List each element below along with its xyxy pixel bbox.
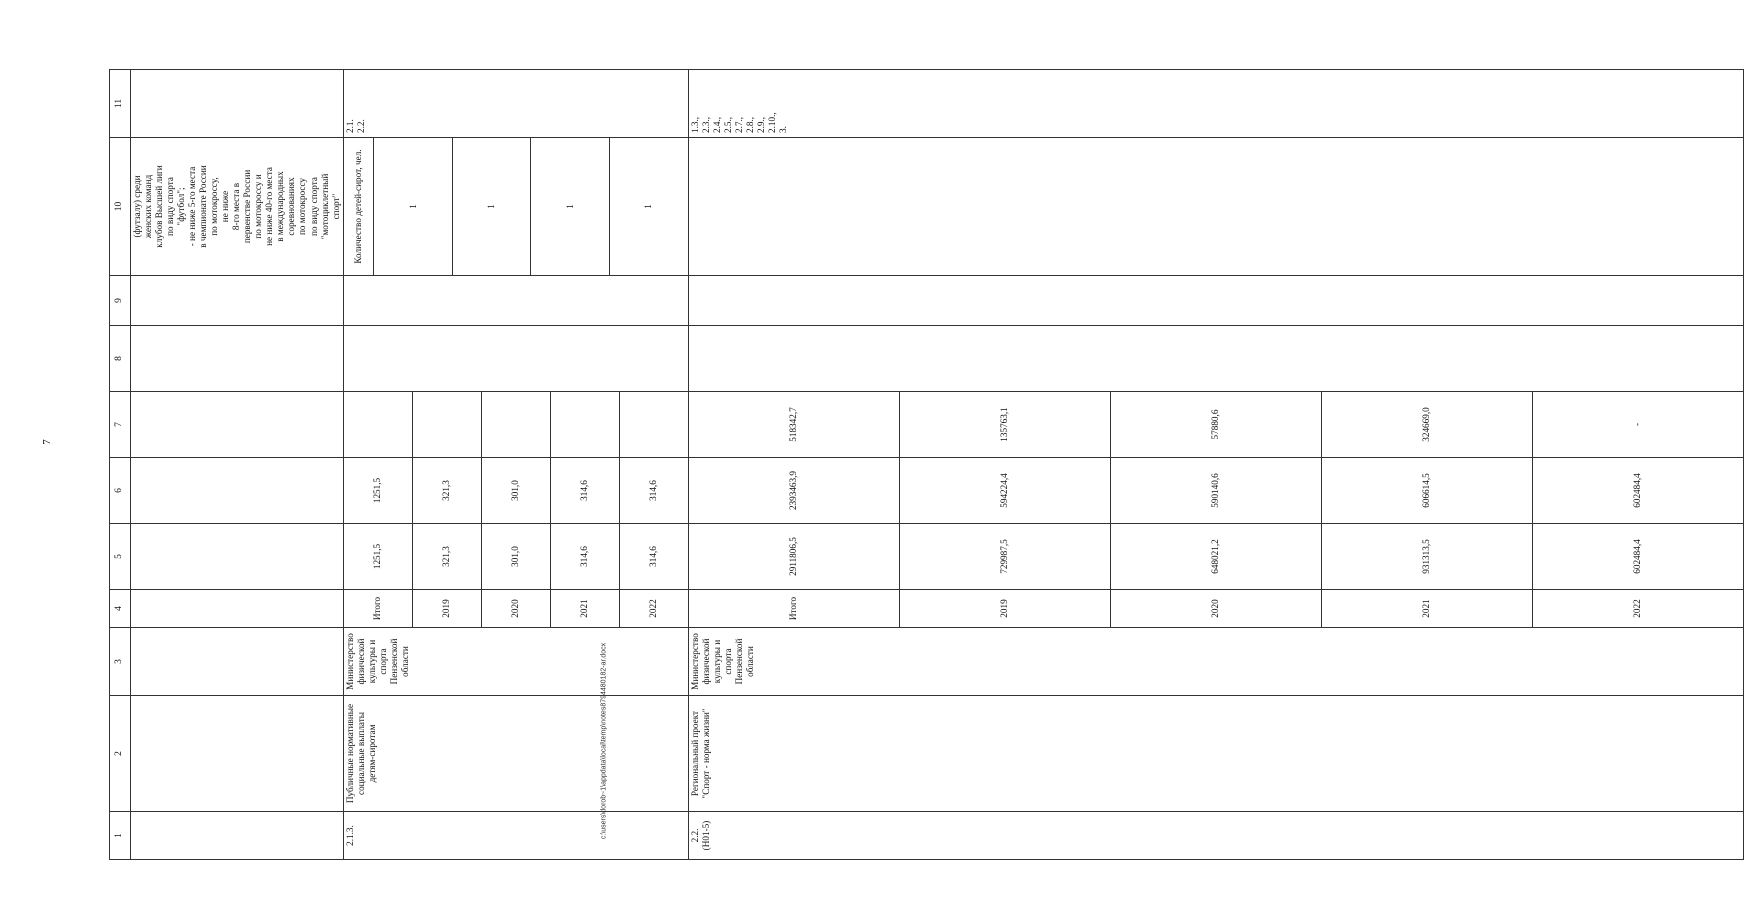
cell-empty: [343, 276, 688, 326]
regional-budget-value: 314,6: [550, 458, 619, 523]
column-number: 6: [110, 458, 131, 524]
continuation-row: [131, 70, 344, 860]
regional-budget-value: 301,0: [481, 458, 550, 523]
empty-subcell: [481, 392, 550, 457]
links-cell: 1.3., 2.3., 2.4., 2.5., 2.7., 2.8., 2.9., 2.10., 3.: [688, 70, 1743, 138]
total-funding-value: 2911806,5: [689, 524, 900, 589]
year-label: 2021: [1321, 590, 1532, 627]
regional-budget-value: 1251,5: [344, 458, 413, 523]
cell-empty: [131, 392, 344, 458]
total-funding-value: 314,6: [648, 546, 659, 567]
federal-budget-value: -: [1632, 422, 1643, 427]
indicator-value: 1: [643, 204, 654, 209]
year-label: Итого: [689, 590, 900, 627]
total-funding-value: 314,6: [550, 524, 619, 589]
regional-budget-value: 2393463,9: [689, 458, 900, 523]
cell-empty: [343, 326, 688, 392]
row-number: 2.2. (Н01-5): [688, 812, 1743, 860]
total-funding-value: 321,3: [412, 524, 481, 589]
regional-budget-value: 606614,5: [1321, 458, 1532, 523]
cell-empty: [131, 70, 344, 138]
executor: Министерство физической культуры и спорта Пензенской области: [343, 628, 688, 696]
table-row-2-1-3: [343, 70, 688, 860]
column-number: 4: [110, 590, 131, 628]
indicator-name: Количество детей-сирот, чел.: [344, 138, 374, 275]
year-label: 2021: [550, 590, 619, 627]
year-label: 2022: [1632, 599, 1643, 618]
column-number: 9: [110, 276, 131, 326]
year-label: 2019: [412, 590, 481, 627]
empty-subcell: [344, 392, 413, 457]
year-label: 2019: [899, 590, 1110, 627]
cell-empty: [688, 138, 1743, 276]
indicator-value: 1: [374, 138, 453, 275]
federal-budget-value: 57880,6: [1110, 392, 1321, 457]
empty-subcell: [550, 392, 619, 457]
regional-budget-cell: [688, 458, 1743, 524]
indicator-value: 1: [452, 138, 531, 275]
regional-budget-cell: [343, 458, 688, 524]
measure-name: Региональный проект "Спорт - норма жизни": [688, 696, 1743, 812]
year-label: 2022: [648, 599, 659, 618]
indicator-cell: [343, 138, 688, 276]
footer-path-text: c:\users\dorob~1\appdata\local\temp\notes8794480182-ar.docx: [600, 642, 608, 840]
total-funding-value: 602484,4: [1632, 539, 1643, 574]
cell-empty: [131, 696, 344, 812]
regional-budget-value: 602484,4: [1632, 473, 1643, 508]
federal-budget-cell: [688, 392, 1743, 458]
total-funding-value: 648021,2: [1110, 524, 1321, 589]
column-number: 11: [110, 70, 131, 138]
table-row-2-2: [688, 70, 1743, 860]
cell-empty: [131, 276, 344, 326]
column-number: 2: [110, 696, 131, 812]
years-cell: [688, 590, 1743, 628]
row-number: 2.1.3.: [343, 812, 688, 860]
cell-empty: [131, 590, 344, 628]
empty-subcell: [412, 392, 481, 457]
cell-empty: [131, 458, 344, 524]
column-number-row: [110, 70, 131, 860]
empty-subcell: [619, 392, 688, 457]
federal-budget-cell: [343, 392, 688, 458]
federal-budget-value: 135763,1: [899, 392, 1110, 457]
cell-empty: [131, 812, 344, 860]
total-funding-value: 301,0: [481, 524, 550, 589]
federal-budget-value: 518342,7: [689, 392, 900, 457]
cell-empty: [131, 524, 344, 590]
regional-budget-value: 594224,4: [899, 458, 1110, 523]
total-funding-cell: [688, 524, 1743, 590]
total-funding-value: 729987,5: [899, 524, 1110, 589]
total-funding-value: 1251,5: [344, 524, 413, 589]
cell-empty: [688, 326, 1743, 392]
federal-budget-value: 324669,0: [1321, 392, 1532, 457]
indicator-value: 1: [531, 138, 610, 275]
program-table: [109, 69, 1744, 860]
column-number: 7: [110, 392, 131, 458]
cell-empty: [131, 326, 344, 392]
year-label: Итого: [344, 590, 413, 627]
regional-budget-value: 590140,6: [1110, 458, 1321, 523]
column-number: 5: [110, 524, 131, 590]
column-number: 1: [110, 812, 131, 860]
regional-budget-value: 321,3: [412, 458, 481, 523]
indicator-text: (футзалу) среди женских команд клубов Высшей лиги по виду спорта "футбол"; - не ниже 5-го места в чемпионате России по мотокроссу, не ниже 8-го места в первенстве России по мотокроссу и не ниже 40-го места в международных соревнованиях по мотокроссу по виду спорта "мотоциклетный спорт": [131, 138, 344, 276]
measure-name: Публичные нормативные социальные выплаты детям-сиротам: [343, 696, 688, 812]
column-number: 10: [110, 138, 131, 276]
column-number: 3: [110, 628, 131, 696]
total-funding-value: 931313,5: [1321, 524, 1532, 589]
column-number: 8: [110, 326, 131, 392]
regional-budget-value: 314,6: [648, 480, 659, 501]
executor: Министерство физической культуры и спорта Пензенской области: [688, 628, 1743, 696]
year-label: 2020: [481, 590, 550, 627]
links-cell: 2.1. 2.2.: [343, 70, 688, 138]
year-label: 2020: [1110, 590, 1321, 627]
cell-empty: [131, 628, 344, 696]
years-cell: [343, 590, 688, 628]
cell-empty: [688, 276, 1743, 326]
page-number: 7: [41, 439, 53, 445]
total-funding-cell: [343, 524, 688, 590]
